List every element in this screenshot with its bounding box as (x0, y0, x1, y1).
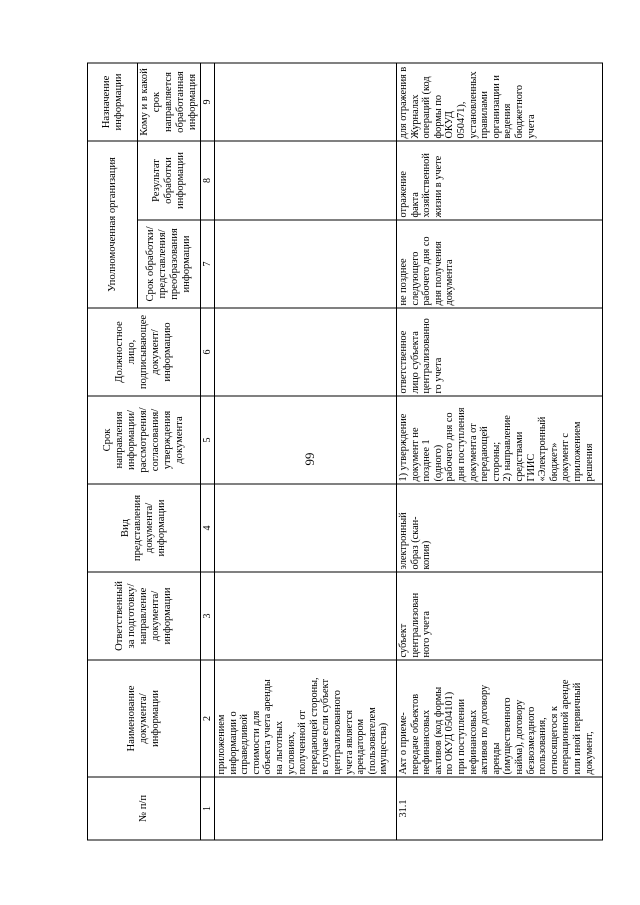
header-document-name: Наименование документа/ информации (88, 660, 201, 777)
header-deadline: Срок направления информации/ рассмотрения/ согласования/ утверждения документа (88, 396, 201, 484)
header-recipient: Кому и в какой срок направляется обработанная информация (138, 63, 201, 141)
cell-processing-result (215, 141, 397, 220)
page-number: 66 (302, 452, 318, 466)
header-number: № п/п (88, 777, 201, 840)
cell-responsible (215, 572, 397, 660)
column-number: 8 (201, 141, 215, 220)
cell-responsible: субъект централизован ного учета (397, 572, 603, 660)
header-responsible: Ответственный за подготовку/ направление документа/ информации (88, 572, 201, 660)
cell-processing-deadline (215, 220, 397, 308)
column-number: 7 (201, 220, 215, 308)
column-number: 6 (201, 308, 215, 396)
cell-document-name: Акт о приеме- передаче объектов нефинансовых активов (код формы по ОКУД 0504101) при поступлении нефинансовых активов по договору аренды (имущественного найма), договору безвозмездного пользования, относящегося к операционной аренде или иной первичный документ, (397, 660, 603, 777)
cell-processing-result: отражение факта хозяйственной жизни в учете (397, 141, 603, 220)
cell-number (215, 777, 397, 840)
column-number: 9 (201, 63, 215, 141)
header-signatory: Должностное лицо, подписывающее документ/ информацию (88, 308, 201, 396)
table-row (215, 63, 397, 840)
column-number-row (201, 63, 215, 840)
cell-document-name: приложением информации о справедливой стоимости для объекта учета аренды на льготных условиях, полученной от передающей стороны, в случае если субъект централизованного учета является арендатором (пользователем имущества) (215, 660, 397, 777)
cell-deadline: 1) утверждение документ не позднее 1 (одного) рабочего дня со дня поступления документа от передающей стороны; 2) направление средствами ГИИС «Электронный бюджет» документ с приложением решения (397, 396, 603, 484)
header-processing-result: Результат обработки информации (138, 141, 201, 220)
cell-recipient (215, 63, 397, 141)
cell-recipient: для отражения в Журналах операций (код формы по ОКУД 050471), установленных правилами организации и ведения бюджетного учета (397, 63, 603, 141)
header-processing-deadline: Срок обработки/ представления/ преобразования информации (138, 220, 201, 308)
column-number: 1 (201, 777, 215, 840)
cell-signatory (215, 308, 397, 396)
header-representation-type: Вид представления документа/ информации (88, 484, 201, 572)
column-number: 2 (201, 660, 215, 777)
document-table (87, 63, 603, 841)
column-number: 4 (201, 484, 215, 572)
header-information-purpose: Назначение информации (88, 63, 138, 141)
header-group-row (88, 63, 138, 840)
cell-processing-deadline: не позднее следующего рабочего дня со дня получения документа (397, 220, 603, 308)
column-number: 5 (201, 396, 215, 484)
table-row (397, 63, 603, 840)
cell-number: 31.1 (397, 777, 603, 840)
column-number: 3 (201, 572, 215, 660)
cell-representation-type (215, 484, 397, 572)
header-authorized-organization: Уполномоченная организация (88, 141, 138, 308)
cell-deadline (215, 396, 397, 484)
rotated-table-container (87, 64, 595, 841)
cell-representation-type: электронный образ (скан- копия) (397, 484, 603, 572)
cell-signatory: ответственное лицо субъекта централизованно го учета (397, 308, 603, 396)
